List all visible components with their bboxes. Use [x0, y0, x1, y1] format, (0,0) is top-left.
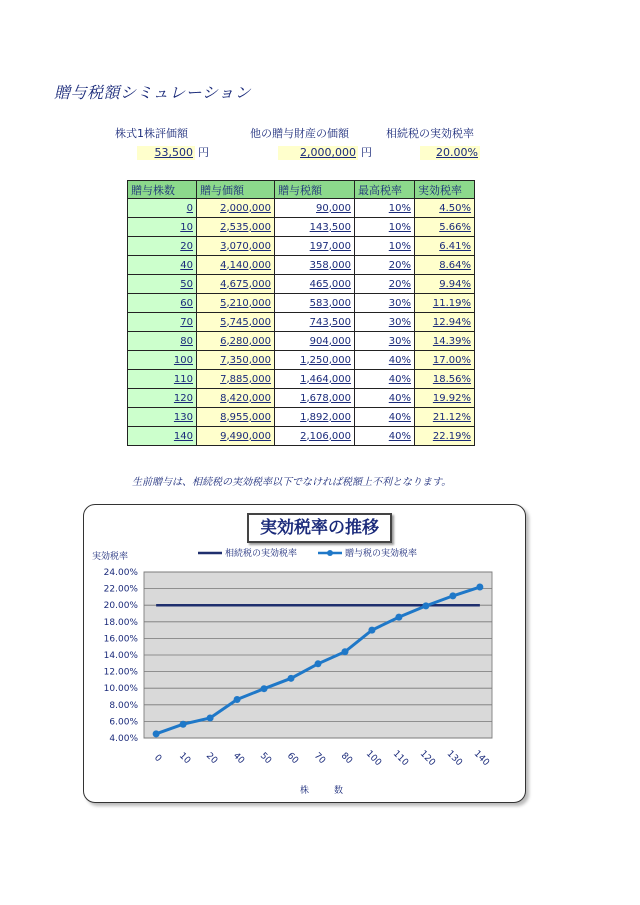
page-title: 贈与税額シミュレーション — [54, 83, 252, 102]
table-cell[interactable]: 4.50% — [415, 199, 475, 218]
header-max-rate: 最高税率 — [355, 181, 415, 199]
stock-unit: 円 — [198, 146, 209, 159]
other-gift-text: 2,000,000 — [300, 146, 356, 159]
table-cell[interactable]: 30% — [355, 313, 415, 332]
table-cell[interactable]: 5,745,000 — [197, 313, 275, 332]
table-cell[interactable]: 1,464,000 — [275, 370, 355, 389]
inheritance-rate-text: 20.00% — [436, 146, 478, 159]
table-cell[interactable]: 143,500 — [275, 218, 355, 237]
table-cell[interactable]: 2,535,000 — [197, 218, 275, 237]
table-cell[interactable]: 12.94% — [415, 313, 475, 332]
y-tick-label: 12.00% — [103, 667, 138, 678]
table-cell[interactable]: 10% — [355, 199, 415, 218]
table-cell[interactable]: 8,955,000 — [197, 408, 275, 427]
table-cell[interactable]: 60 — [128, 294, 197, 313]
table-cell[interactable]: 2,000,000 — [197, 199, 275, 218]
table-cell[interactable]: 11.19% — [415, 294, 475, 313]
table-cell[interactable]: 1,678,000 — [275, 389, 355, 408]
stock-value-label: 株式1株評価額 — [115, 127, 188, 140]
table-cell[interactable]: 7,350,000 — [197, 351, 275, 370]
x-tick-label: 130 — [444, 748, 464, 769]
header-shares: 贈与株数 — [128, 181, 197, 199]
x-tick-label: 0 — [151, 753, 164, 765]
x-tick-label: 140 — [471, 748, 491, 769]
table-cell[interactable]: 1,892,000 — [275, 408, 355, 427]
x-tick-label: 40 — [230, 751, 247, 767]
x-tick-label: 50 — [257, 751, 274, 767]
data-point — [207, 714, 214, 721]
table-cell[interactable]: 50 — [128, 275, 197, 294]
table-cell[interactable]: 10 — [128, 218, 197, 237]
stock-value-text: 53,500 — [154, 146, 193, 159]
x-tick-label: 110 — [390, 748, 410, 769]
x-tick-label: 100 — [363, 748, 383, 769]
y-tick-label: 20.00% — [103, 601, 138, 612]
table-cell[interactable]: 110 — [128, 370, 197, 389]
x-axis-label: 株 数 — [300, 786, 352, 796]
table-cell[interactable]: 904,000 — [275, 332, 355, 351]
table-cell[interactable]: 18.56% — [415, 370, 475, 389]
table-cell[interactable]: 21.12% — [415, 408, 475, 427]
table-cell[interactable]: 4,140,000 — [197, 256, 275, 275]
data-point — [153, 730, 160, 737]
table-cell[interactable]: 5.66% — [415, 218, 475, 237]
table-cell[interactable]: 0 — [128, 199, 197, 218]
other-unit: 円 — [361, 146, 372, 159]
table-cell[interactable]: 6.41% — [415, 237, 475, 256]
table-cell[interactable]: 743,500 — [275, 313, 355, 332]
table-cell[interactable]: 2,106,000 — [275, 427, 355, 446]
x-tick-label: 60 — [284, 751, 301, 767]
legend-label: 贈与税の実効税率 — [345, 549, 418, 559]
legend-label: 相続税の実効税率 — [225, 549, 298, 559]
table-cell[interactable]: 19.92% — [415, 389, 475, 408]
table-cell[interactable]: 7,885,000 — [197, 370, 275, 389]
table-cell[interactable]: 20% — [355, 256, 415, 275]
table-cell[interactable]: 22.19% — [415, 427, 475, 446]
table-cell[interactable]: 583,000 — [275, 294, 355, 313]
table-cell[interactable]: 14.39% — [415, 332, 475, 351]
table-cell[interactable]: 8,420,000 — [197, 389, 275, 408]
x-tick-label: 80 — [338, 751, 354, 767]
data-point — [234, 696, 241, 703]
table-cell[interactable]: 20% — [355, 275, 415, 294]
table-cell[interactable]: 3,070,000 — [197, 237, 275, 256]
table-cell[interactable]: 197,000 — [275, 237, 355, 256]
header-gift-tax: 贈与税額 — [275, 181, 355, 199]
x-tick-label: 10 — [176, 751, 193, 767]
y-tick-label: 16.00% — [103, 634, 138, 645]
table-cell[interactable]: 130 — [128, 408, 197, 427]
table-cell[interactable]: 9,490,000 — [197, 427, 275, 446]
table-cell[interactable]: 30% — [355, 294, 415, 313]
table-cell[interactable]: 9.94% — [415, 275, 475, 294]
y-tick-label: 4.00% — [109, 734, 138, 744]
table-cell[interactable]: 4,675,000 — [197, 275, 275, 294]
x-tick-label: 20 — [203, 751, 220, 767]
table-cell[interactable]: 40% — [355, 408, 415, 427]
data-point — [180, 721, 187, 728]
data-point — [315, 660, 322, 667]
table-cell[interactable]: 140 — [128, 427, 197, 446]
table-cell[interactable]: 40% — [355, 427, 415, 446]
table-cell[interactable]: 120 — [128, 389, 197, 408]
table-cell[interactable]: 90,000 — [275, 199, 355, 218]
table-cell[interactable]: 6,280,000 — [197, 332, 275, 351]
table-cell[interactable]: 5,210,000 — [197, 294, 275, 313]
table-cell[interactable]: 10% — [355, 237, 415, 256]
table-cell[interactable]: 40% — [355, 351, 415, 370]
chart-title: 実効税率の推移 — [247, 513, 392, 543]
data-point — [288, 675, 295, 682]
table-cell[interactable]: 17.00% — [415, 351, 475, 370]
header-gift-value: 贈与価額 — [197, 181, 275, 199]
data-point — [261, 685, 268, 692]
data-point — [449, 592, 456, 599]
table-cell[interactable]: 40% — [355, 370, 415, 389]
table-cell[interactable]: 465,000 — [275, 275, 355, 294]
header-effective-rate: 実効税率 — [415, 181, 475, 199]
x-tick-label: 120 — [417, 748, 437, 769]
y-tick-label: 6.00% — [109, 717, 138, 728]
table-cell[interactable]: 40 — [128, 256, 197, 275]
y-tick-label: 8.00% — [109, 700, 138, 711]
y-axis-label: 実効税率 — [92, 552, 129, 562]
data-point — [422, 602, 429, 609]
table-cell[interactable]: 358,000 — [275, 256, 355, 275]
y-tick-label: 14.00% — [103, 651, 138, 661]
table-cell[interactable]: 10% — [355, 218, 415, 237]
y-tick-label: 22.00% — [103, 584, 138, 595]
table-cell[interactable]: 100 — [128, 351, 197, 370]
data-point — [368, 627, 375, 634]
y-tick-label: 18.00% — [103, 617, 138, 628]
legend-marker — [327, 550, 333, 556]
note-text: 生前贈与は、相続税の実効税率以下でなければ税額上不利となります。 — [132, 477, 452, 488]
table-cell[interactable]: 30% — [355, 332, 415, 351]
data-point — [476, 584, 483, 591]
data-point — [395, 614, 402, 621]
table-cell[interactable]: 40% — [355, 389, 415, 408]
y-tick-label: 10.00% — [103, 684, 138, 695]
y-tick-label: 24.00% — [103, 568, 138, 578]
inheritance-rate-label: 相続税の実効税率 — [386, 127, 474, 140]
x-tick-label: 70 — [311, 751, 327, 767]
table-cell[interactable]: 20 — [128, 237, 197, 256]
data-point — [341, 648, 348, 655]
table-cell[interactable]: 1,250,000 — [275, 351, 355, 370]
table-cell[interactable]: 80 — [128, 332, 197, 351]
table-cell[interactable]: 8.64% — [415, 256, 475, 275]
table-cell[interactable]: 70 — [128, 313, 197, 332]
other-gift-label: 他の贈与財産の価額 — [250, 127, 349, 140]
